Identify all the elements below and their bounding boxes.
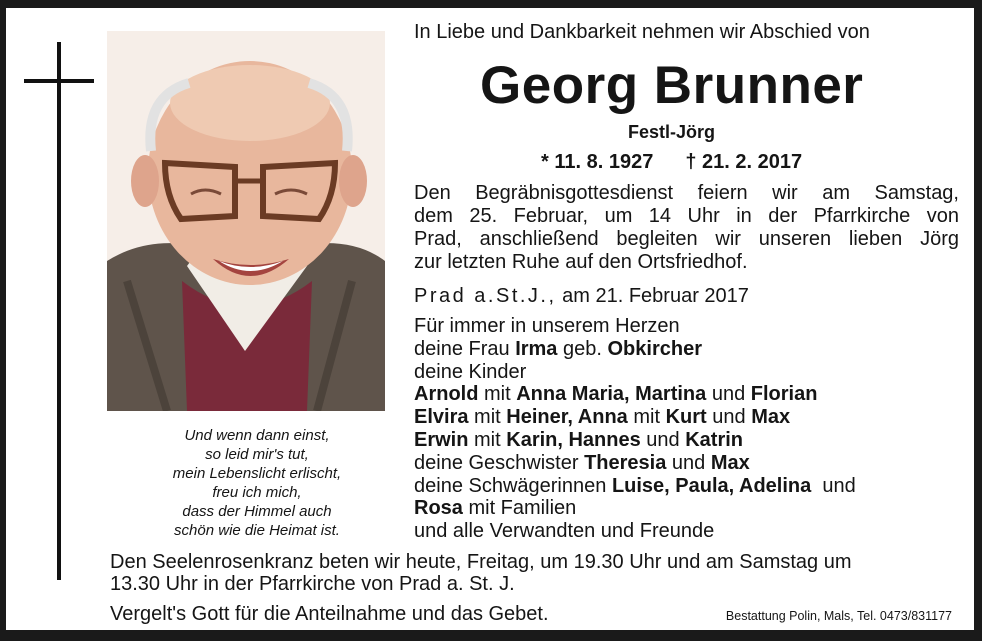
cross-icon <box>57 42 61 580</box>
inlaws-line-2: Rosa mit Familien <box>414 497 577 520</box>
inlaws-line: deine Schwägerinnen Luise, Paula, Adelina und <box>414 474 856 497</box>
rosary-line: Den Seelenrosenkranz beten wir heute, Freitag, um 19.30 Uhr und am Samstag um <box>110 551 852 573</box>
family-heading: Für immer in unserem Herzen <box>414 315 680 337</box>
wife-line: deine Frau Irma geb. Obkircher <box>414 337 702 360</box>
notice-date: am 21. Februar 2017 <box>562 285 749 307</box>
child-line: Arnold mit Anna Maria, Martina und Florian <box>414 383 818 406</box>
place-and-date <box>414 283 749 309</box>
rosary-announcement <box>110 551 968 595</box>
child-line: Elvira mit Heiner, Anna mit Kurt und Max <box>414 406 791 429</box>
poem-line: dass der Himmel auch <box>182 503 332 520</box>
nickname: Festl-Jörg <box>628 122 716 142</box>
portrait-photo <box>107 31 385 411</box>
service-announcement <box>414 182 959 274</box>
siblings-line: deine Geschwister Theresia und Max <box>414 451 750 474</box>
children-heading: deine Kinder <box>414 360 527 383</box>
thanks-line: Vergelt's Gott für die Anteilnahme und das Gebet. <box>110 603 549 625</box>
deceased-name: Georg Brunner <box>480 56 864 115</box>
child-line: Erwin mit Karin, Hannes und Katrin <box>414 428 744 451</box>
intro-line: In Liebe und Dankbarkeit nehmen wir Abschied von <box>414 21 870 43</box>
poem-line: Und wenn dann einst, <box>184 427 330 444</box>
relatives-line: und alle Verwandten und Freunde <box>414 520 715 543</box>
funeral-home-contact: Bestattung Polin, Mals, Tel. 0473/831177 <box>725 609 952 623</box>
poem-line: mein Lebenslicht erlischt, <box>172 465 342 482</box>
service-line: zur letzten Ruhe auf den Ortsfriedhof. <box>414 251 748 273</box>
memorial-poem <box>114 426 400 540</box>
cross-icon-bar <box>24 79 94 83</box>
rosary-line: 13.30 Uhr in der Pfarrkirche von Prad a. St. J. <box>110 573 515 595</box>
place: Prad a.St.J., <box>414 285 557 307</box>
poem-line: schön wie die Heimat ist. <box>174 522 340 539</box>
service-line: Den Begräbnisgottesdienst feiern wir am Samstag, <box>414 182 959 204</box>
obituary-notice <box>6 8 974 630</box>
life-dates <box>541 149 802 175</box>
death-date: † 21. 2. 2017 <box>685 151 803 173</box>
mourners-list <box>414 315 856 543</box>
portrait-illustration <box>107 31 385 411</box>
poem-line: so leid mir's tut, <box>205 446 309 463</box>
service-line: Prad, anschließend begleiten wir unseren lieben Jörg <box>414 228 959 250</box>
birth-date: * 11. 8. 1927 <box>541 151 654 173</box>
service-line: dem 25. Februar, um 14 Uhr in der Pfarrkirche von <box>414 205 959 227</box>
poem-line: freu ich mich, <box>212 484 302 501</box>
